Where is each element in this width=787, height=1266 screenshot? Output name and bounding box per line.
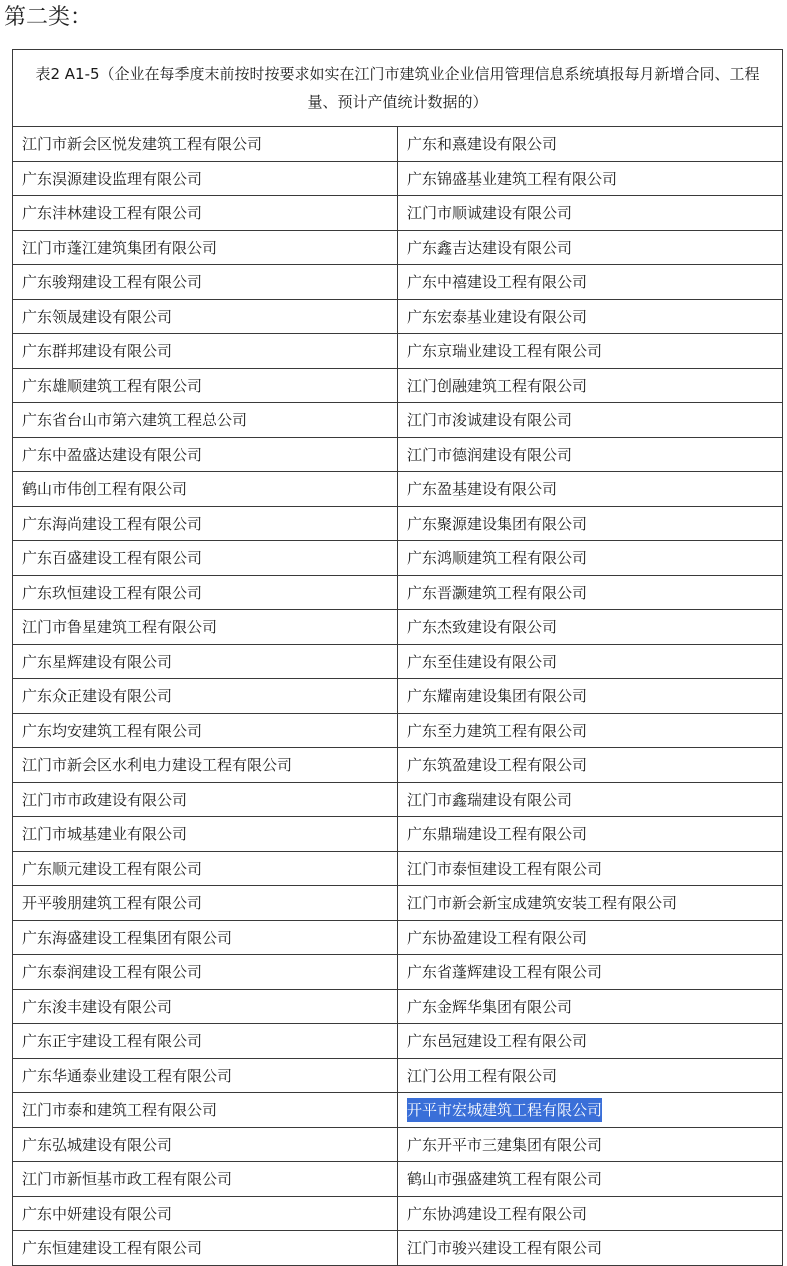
table-row: [13, 644, 783, 679]
company-cell-left: [13, 1231, 398, 1266]
table-row: [13, 127, 783, 162]
company-cell-left: [13, 541, 398, 576]
company-name: 广东弘城建设有限公司: [22, 1135, 173, 1154]
company-name: 广东众正建设有限公司: [22, 687, 173, 706]
table-row: [13, 782, 783, 817]
company-name: 广东协鸿建设工程有限公司: [407, 1204, 588, 1223]
company-cell-left: [13, 161, 398, 196]
company-cell-left: [13, 644, 398, 679]
company-cell-right: [398, 610, 783, 645]
company-name: 广东中禧建设工程有限公司: [407, 273, 588, 292]
company-cell-right: [398, 1231, 783, 1266]
company-name: 广东领晟建设有限公司: [22, 307, 173, 326]
table-row: [13, 541, 783, 576]
company-name: 广东泰润建设工程有限公司: [22, 963, 203, 982]
company-cell-right: [398, 748, 783, 783]
company-cell-left: [13, 1196, 398, 1231]
company-cell-right: [398, 1058, 783, 1093]
company-name: 广东骏翔建设工程有限公司: [22, 273, 203, 292]
company-name: 江门市泰恒建设工程有限公司: [407, 859, 603, 878]
table-row: [13, 1231, 783, 1266]
company-name: 广东星辉建设有限公司: [22, 652, 173, 671]
company-cell-left: [13, 472, 398, 507]
company-cell-right: [398, 989, 783, 1024]
company-name: 广东宏泰基业建设有限公司: [407, 307, 588, 326]
company-cell-right: [398, 851, 783, 886]
company-name: 江门市浚诚建设有限公司: [407, 411, 573, 430]
company-name: 广东杰致建设有限公司: [407, 618, 558, 637]
company-name: 广东海尚建设工程有限公司: [22, 514, 203, 533]
table-row: [13, 610, 783, 645]
company-cell-left: [13, 713, 398, 748]
table-row: [13, 334, 783, 369]
company-name: 广东恒建建设工程有限公司: [22, 1239, 203, 1258]
company-name: 广东省台山市第六建筑工程总公司: [22, 411, 248, 430]
company-name: 广东海盛建设工程集团有限公司: [22, 928, 233, 947]
company-cell-right: [398, 782, 783, 817]
company-name: 广东鑫吉达建设有限公司: [407, 238, 573, 257]
company-cell-left: [13, 782, 398, 817]
company-cell-right: [398, 299, 783, 334]
company-cell-left: [13, 368, 398, 403]
company-name: 江门市鲁星建筑工程有限公司: [22, 618, 218, 637]
company-cell-left: [13, 230, 398, 265]
company-cell-left: [13, 334, 398, 369]
company-name: 广东浚丰建设有限公司: [22, 997, 173, 1016]
company-name: 广东群邦建设有限公司: [22, 342, 173, 361]
table-row: [13, 851, 783, 886]
table-row: [13, 472, 783, 507]
company-name: 广东雄顺建筑工程有限公司: [22, 376, 203, 395]
table-row: [13, 817, 783, 852]
company-name: 广东锦盛基业建筑工程有限公司: [407, 169, 618, 188]
table-row: [13, 1162, 783, 1197]
company-cell-right: [398, 265, 783, 300]
company-cell-left: [13, 989, 398, 1024]
company-name: 广东鸿顺建筑工程有限公司: [407, 549, 588, 568]
company-cell-left: [13, 1127, 398, 1162]
table-row: [13, 575, 783, 610]
company-cell-right: [398, 230, 783, 265]
company-name: 鹤山市强盛建筑工程有限公司: [407, 1170, 603, 1189]
company-name: 广东金辉华集团有限公司: [407, 997, 573, 1016]
table-caption: 表2 A1-5（企业在每季度末前按时按要求如实在江门市建筑业企业信用管理信息系统填报每月新增合同、工程量、预计产值统计数据的）: [13, 50, 783, 127]
table-row: [13, 989, 783, 1024]
company-cell-left: [13, 610, 398, 645]
company-name: 江门市鑫瑞建设有限公司: [407, 790, 573, 809]
table-row: [13, 437, 783, 472]
company-cell-right: [398, 713, 783, 748]
company-name: 广东沣林建设工程有限公司: [22, 204, 203, 223]
company-name: 广东中妍建设有限公司: [22, 1204, 173, 1223]
company-name: 广东顺元建设工程有限公司: [22, 859, 203, 878]
table-row: [13, 299, 783, 334]
table-row: [13, 1127, 783, 1162]
table-row: [13, 1024, 783, 1059]
company-name: 广东百盛建设工程有限公司: [22, 549, 203, 568]
company-cell-right: [398, 541, 783, 576]
company-cell-right: [398, 1093, 783, 1128]
company-name: 广东筑盈建设工程有限公司: [407, 756, 588, 775]
company-name: 广东邑冠建设工程有限公司: [407, 1032, 588, 1051]
company-cell-left: [13, 920, 398, 955]
table-row: [13, 368, 783, 403]
company-cell-right: [398, 575, 783, 610]
table-row: [13, 679, 783, 714]
company-cell-left: [13, 575, 398, 610]
company-cell-right: [398, 506, 783, 541]
company-name: 广东至力建筑工程有限公司: [407, 721, 588, 740]
company-cell-left: [13, 748, 398, 783]
company-cell-right: [398, 1162, 783, 1197]
company-cell-right: [398, 368, 783, 403]
company-name: 江门创融建筑工程有限公司: [407, 376, 588, 395]
company-cell-right: [398, 196, 783, 231]
company-cell-left: [13, 265, 398, 300]
company-cell-right: [398, 403, 783, 438]
company-name: 广东淏源建设监理有限公司: [22, 169, 203, 188]
company-cell-left: [13, 955, 398, 990]
company-cell-right: [398, 955, 783, 990]
company-name: 广东至佳建设有限公司: [407, 652, 558, 671]
company-cell-right: [398, 1127, 783, 1162]
company-cell-left: [13, 1024, 398, 1059]
company-table: [12, 49, 783, 1266]
table-row: [13, 920, 783, 955]
table-row: [13, 1093, 783, 1128]
company-name: 江门公用工程有限公司: [407, 1066, 558, 1085]
table-row: [13, 713, 783, 748]
company-cell-left: [13, 886, 398, 921]
company-name: 广东中盈盛达建设有限公司: [22, 445, 203, 464]
company-cell-left: [13, 1162, 398, 1197]
company-cell-right: [398, 679, 783, 714]
company-name: 广东晋灏建筑工程有限公司: [407, 583, 588, 602]
company-name: 江门市市政建设有限公司: [22, 790, 188, 809]
company-cell-left: [13, 506, 398, 541]
company-cell-left: [13, 196, 398, 231]
table-row: [13, 506, 783, 541]
company-cell-right: [398, 644, 783, 679]
company-cell-right: [398, 161, 783, 196]
company-table-container: [12, 49, 783, 1266]
company-cell-left: [13, 299, 398, 334]
company-cell-left: [13, 1058, 398, 1093]
company-name: 江门市德润建设有限公司: [407, 445, 573, 464]
company-cell-left: [13, 1093, 398, 1128]
section-heading: 第二类：: [4, 5, 93, 30]
company-name: 广东京瑞业建设工程有限公司: [407, 342, 603, 361]
company-name: 广东鼎瑞建设工程有限公司: [407, 825, 588, 844]
company-cell-right: [398, 1196, 783, 1231]
selected-company-name: 开平市宏城建筑工程有限公司: [407, 1098, 602, 1122]
company-name: 广东华通泰业建设工程有限公司: [22, 1066, 233, 1085]
company-name: 江门市蓬江建筑集团有限公司: [22, 238, 218, 257]
company-name: 江门市顺诚建设有限公司: [407, 204, 573, 223]
company-cell-left: [13, 851, 398, 886]
company-cell-left: [13, 817, 398, 852]
company-cell-right: [398, 127, 783, 162]
caption-row: [13, 50, 783, 127]
company-name: 广东和熹建设有限公司: [407, 135, 558, 154]
company-name: 鹤山市伟创工程有限公司: [22, 480, 188, 499]
table-row: [13, 1196, 783, 1231]
company-name: 广东正宇建设工程有限公司: [22, 1032, 203, 1051]
company-name: 广东聚源建设集团有限公司: [407, 514, 588, 533]
company-cell-left: [13, 437, 398, 472]
table-row: [13, 230, 783, 265]
company-cell-right: [398, 472, 783, 507]
company-cell-left: [13, 679, 398, 714]
company-cell-right: [398, 437, 783, 472]
table-row: [13, 886, 783, 921]
table-row: [13, 403, 783, 438]
company-cell-right: [398, 886, 783, 921]
company-cell-right: [398, 817, 783, 852]
company-name: 开平骏朋建筑工程有限公司: [22, 894, 203, 913]
company-name: 广东均安建筑工程有限公司: [22, 721, 203, 740]
company-name: 江门市新会区水利电力建设工程有限公司: [22, 756, 293, 775]
table-row: [13, 265, 783, 300]
table-row: [13, 1058, 783, 1093]
company-name: 江门市新会新宝成建筑安装工程有限公司: [407, 894, 678, 913]
company-name: 广东开平市三建集团有限公司: [407, 1135, 603, 1154]
company-name: 江门市泰和建筑工程有限公司: [22, 1101, 218, 1120]
company-name: 江门市骏兴建设工程有限公司: [407, 1239, 603, 1258]
table-row: [13, 748, 783, 783]
company-name: 江门市城基建业有限公司: [22, 825, 188, 844]
company-name: 广东盈基建设有限公司: [407, 480, 558, 499]
table-row: [13, 955, 783, 990]
company-name: 广东省蓬辉建设工程有限公司: [407, 963, 603, 982]
company-cell-left: [13, 127, 398, 162]
company-cell-right: [398, 1024, 783, 1059]
company-name: 广东耀南建设集团有限公司: [407, 687, 588, 706]
table-row: [13, 196, 783, 231]
company-cell-right: [398, 920, 783, 955]
company-name: 广东协盈建设工程有限公司: [407, 928, 588, 947]
company-cell-right: [398, 334, 783, 369]
table-row: [13, 161, 783, 196]
company-name: 江门市新恒基市政工程有限公司: [22, 1170, 233, 1189]
company-name: 广东玖恒建设工程有限公司: [22, 583, 203, 602]
company-cell-left: [13, 403, 398, 438]
company-name: 江门市新会区悦发建筑工程有限公司: [22, 135, 263, 154]
